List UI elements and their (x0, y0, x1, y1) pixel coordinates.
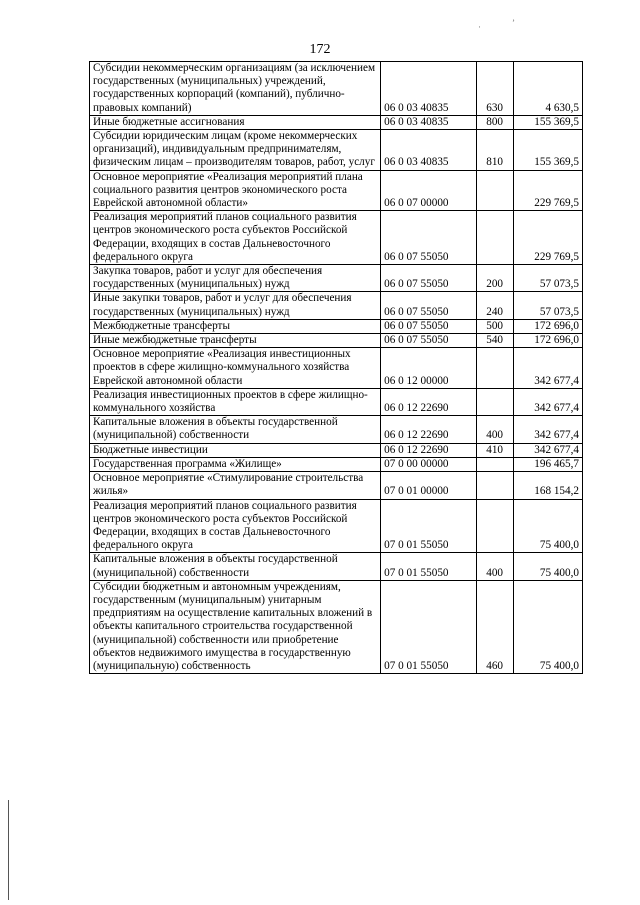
table-row (90, 292, 583, 319)
row-name: Иные межбюджетные трансферты (90, 334, 381, 348)
row-code: 06 0 03 40835 (381, 62, 476, 116)
row-vr (476, 499, 513, 553)
row-name: Реализация мероприятий планов социального развития центров экономического роста субъектов Российской Федерации, входящих в состав Дальневосточного федерального округа (90, 211, 381, 265)
row-name: Иные закупки товаров, работ и услуг для обеспечения государственных (муниципальных) нужд (90, 292, 381, 319)
row-code: 06 0 07 55050 (381, 334, 476, 348)
row-amount: 155 369,5 (513, 115, 582, 129)
row-vr: 410 (476, 443, 513, 457)
row-amount: 4 630,5 (513, 62, 582, 116)
table-row (90, 457, 583, 471)
row-code: 07 0 01 55050 (381, 580, 476, 673)
table-row (90, 472, 583, 499)
row-name: Бюджетные инвестиции (90, 443, 381, 457)
row-vr (476, 457, 513, 471)
row-name: Основное мероприятие «Стимулирование строительства жилья» (90, 472, 381, 499)
row-code: 06 0 03 40835 (381, 130, 476, 171)
row-amount: 75 400,0 (513, 553, 582, 580)
scan-speck: ʼ (512, 18, 515, 28)
row-amount: 155 369,5 (513, 130, 582, 171)
table-row (90, 416, 583, 443)
row-vr (476, 388, 513, 415)
row-code: 07 0 01 55050 (381, 499, 476, 553)
row-name: Межбюджетные трансферты (90, 319, 381, 333)
row-name: Капитальные вложения в объекты государственной (муниципальной) собственности (90, 553, 381, 580)
row-code: 06 0 07 55050 (381, 292, 476, 319)
row-code: 06 0 07 55050 (381, 319, 476, 333)
row-amount: 75 400,0 (513, 580, 582, 673)
row-name: Субсидии юридическим лицам (кроме некоммерческих организаций), индивидуальным предпринимателям, физическим лицам – производителям товаров, работ, услуг (90, 130, 381, 171)
table-row (90, 348, 583, 389)
row-name: Основное мероприятие «Реализация инвестиционных проектов в сфере жилищно-коммунального хозяйства Еврейской автономной области (90, 348, 381, 389)
scan-speck: · (478, 22, 481, 32)
table-row (90, 580, 583, 673)
row-vr: 240 (476, 292, 513, 319)
budget-table (89, 61, 583, 674)
row-code: 06 0 07 55050 (381, 211, 476, 265)
row-vr (476, 348, 513, 389)
row-amount: 172 696,0 (513, 319, 582, 333)
table-row (90, 170, 583, 211)
row-vr: 400 (476, 416, 513, 443)
row-amount: 57 073,5 (513, 292, 582, 319)
table-row (90, 211, 583, 265)
row-name: Субсидии бюджетным и автономным учреждениям, государственным (муниципальным) унитарным предприятиям на осуществление капитальных вложений в объекты капитального строительства государственной (муниципальной) собственности или приобретение объектов недвижимого имущества в государственную (муниципальную) собственность (90, 580, 381, 673)
row-name: Реализация мероприятий планов социального развития центров экономического роста субъектов Российской Федерации, входящих в состав Дальневосточного федерального округа (90, 499, 381, 553)
row-code: 06 0 03 40835 (381, 115, 476, 129)
row-vr: 630 (476, 62, 513, 116)
row-vr: 200 (476, 265, 513, 292)
row-name: Иные бюджетные ассигнования (90, 115, 381, 129)
row-name: Закупка товаров, работ и услуг для обеспечения государственных (муниципальных) нужд (90, 265, 381, 292)
row-name: Капитальные вложения в объекты государственной (муниципальной) собственности (90, 416, 381, 443)
table-row (90, 388, 583, 415)
table-row (90, 499, 583, 553)
row-vr: 400 (476, 553, 513, 580)
row-amount: 172 696,0 (513, 334, 582, 348)
row-name: Государственная программа «Жилище» (90, 457, 381, 471)
row-code: 06 0 12 22690 (381, 416, 476, 443)
row-vr (476, 472, 513, 499)
row-code: 06 0 07 00000 (381, 170, 476, 211)
row-vr: 460 (476, 580, 513, 673)
row-code: 07 0 01 00000 (381, 472, 476, 499)
page-number: 172 (309, 42, 331, 57)
table-row (90, 334, 583, 348)
row-vr: 500 (476, 319, 513, 333)
row-amount: 229 769,5 (513, 170, 582, 211)
row-name: Субсидии некоммерческим организациям (за исключением государственных (муниципальных) учреждений, государственных корпораций (компаний), публично-правовых компаний) (90, 62, 381, 116)
row-amount: 75 400,0 (513, 499, 582, 553)
row-code: 07 0 00 00000 (381, 457, 476, 471)
scan-edge-line (8, 800, 9, 900)
row-code: 07 0 01 55050 (381, 553, 476, 580)
row-amount: 57 073,5 (513, 265, 582, 292)
table-row (90, 319, 583, 333)
row-code: 06 0 12 00000 (381, 348, 476, 389)
row-vr (476, 170, 513, 211)
row-amount: 229 769,5 (513, 211, 582, 265)
row-vr: 810 (476, 130, 513, 171)
table-row (90, 115, 583, 129)
row-code: 06 0 07 55050 (381, 265, 476, 292)
table-row (90, 130, 583, 171)
row-vr: 540 (476, 334, 513, 348)
row-code: 06 0 12 22690 (381, 388, 476, 415)
row-amount: 168 154,2 (513, 472, 582, 499)
row-amount: 196 465,7 (513, 457, 582, 471)
row-amount: 342 677,4 (513, 443, 582, 457)
row-code: 06 0 12 22690 (381, 443, 476, 457)
row-vr (476, 211, 513, 265)
table-row (90, 62, 583, 116)
row-vr: 800 (476, 115, 513, 129)
table-row (90, 553, 583, 580)
row-amount: 342 677,4 (513, 388, 582, 415)
table-row (90, 443, 583, 457)
table-row (90, 265, 583, 292)
row-amount: 342 677,4 (513, 416, 582, 443)
row-name: Основное мероприятие «Реализация мероприятий плана социального развития центров экономического роста Еврейской автономной области» (90, 170, 381, 211)
row-amount: 342 677,4 (513, 348, 582, 389)
row-name: Реализация инвестиционных проектов в сфере жилищно-коммунального хозяйства (90, 388, 381, 415)
